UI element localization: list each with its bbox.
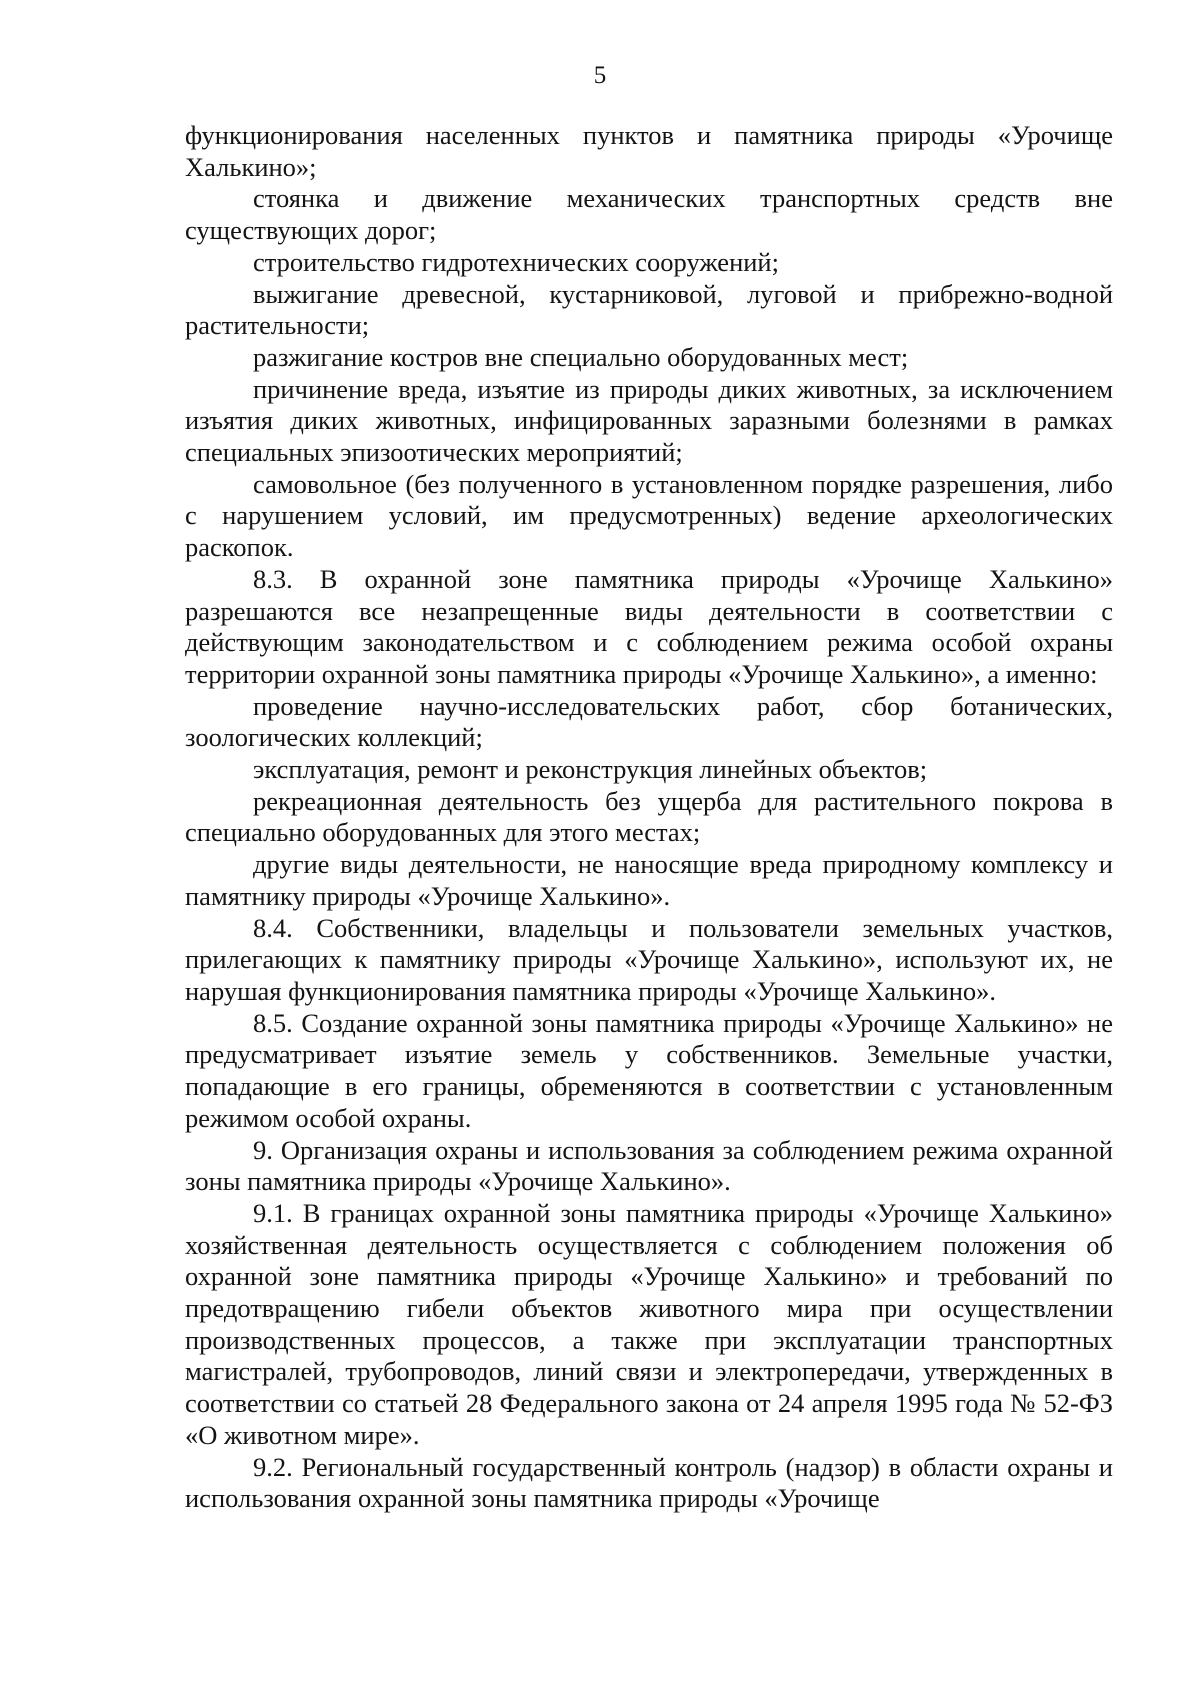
list-item: рекреационная деятельность без ущерба для растительного покрова в специально оборудованных для этого местах; bbox=[185, 785, 1113, 848]
clause-8-5: 8.5. Создание охранной зоны памятника природы «Урочище Халькино» не предусматривает изъятие земель у собственников. Земельные участки, попадающие в его границы, обременяются в соответствии с установленным режимом особой охраны. bbox=[185, 1007, 1113, 1133]
list-item: другие виды деятельности, не наносящие вреда природному комплексу и памятнику природы «Урочище Халькино». bbox=[185, 849, 1113, 911]
list-item: причинение вреда, изъятие из природы диких животных, за исключением изъятия диких животных, инфицированных заразными болезнями в рамках специальных эпизоотических мероприятий; bbox=[185, 373, 1113, 468]
document-body bbox=[185, 120, 1113, 1515]
clause-9-1: 9.1. В границах охранной зоны памятника природы «Урочище Халькино» хозяйственная деятельность осуществляется с соблюдением положения об охранной зоне памятника природы «Урочище Халькино» и требований по предотвращению гибели объектов животного мира при осуществлении производственных процессов, а также при эксплуатации транспортных магистралей, трубопроводов, линий связи и электропередачи, утвержденных в соответствии со статьей 28 Федерального закона от 24 апреля 1995 года № 52-ФЗ «О животном мире». bbox=[185, 1197, 1113, 1450]
clause-9: 9. Организация охраны и использования за соблюдением режима охранной зоны памятника природы «Урочище Халькино». bbox=[185, 1134, 1113, 1197]
clause-8-4: 8.4. Собственники, владельцы и пользователи земельных участков, прилегающих к памятнику природы «Урочище Халькино», используют их, не нарушая функционирования памятника природы «Урочище Халькино». bbox=[185, 912, 1113, 1006]
list-item: выжигание древесной, кустарниковой, луговой и прибрежно-водной растительности; bbox=[185, 278, 1113, 341]
list-item: разжигание костров вне специально оборудованных мест; bbox=[253, 341, 909, 372]
paragraph: функционирования населенных пунктов и памятника природы «Урочище Халькино»; bbox=[185, 120, 1113, 182]
list-item: строительство гидротехнических сооружений; bbox=[253, 246, 779, 277]
clause-9-2: 9.2. Региональный государственный контроль (надзор) в области охраны и использования охранной зоны памятника природы «Урочище bbox=[185, 1451, 1113, 1514]
list-item: самовольное (без полученного в установленном порядке разрешения, либо с нарушением условий, им предусмотренных) ведение археологических раскопок. bbox=[185, 468, 1113, 563]
list-item: эксплуатация, ремонт и реконструкция линейных объектов; bbox=[253, 754, 928, 785]
page-number: 5 bbox=[593, 62, 607, 89]
list-item: проведение научно-исследовательских работ, сбор ботанических, зоологических коллекций; bbox=[185, 690, 1113, 753]
list-item: стоянка и движение механических транспортных средств вне существующих дорог; bbox=[185, 183, 1113, 246]
clause-8-3: 8.3. В охранной зоне памятника природы «Урочище Халькино» разрешаются все незапрещенные виды деятельности в соответствии с действующим законодательством и с соблюдением режима особой охраны территории охранной зоны памятника природы «Урочище Халькино», а именно: bbox=[185, 563, 1113, 689]
